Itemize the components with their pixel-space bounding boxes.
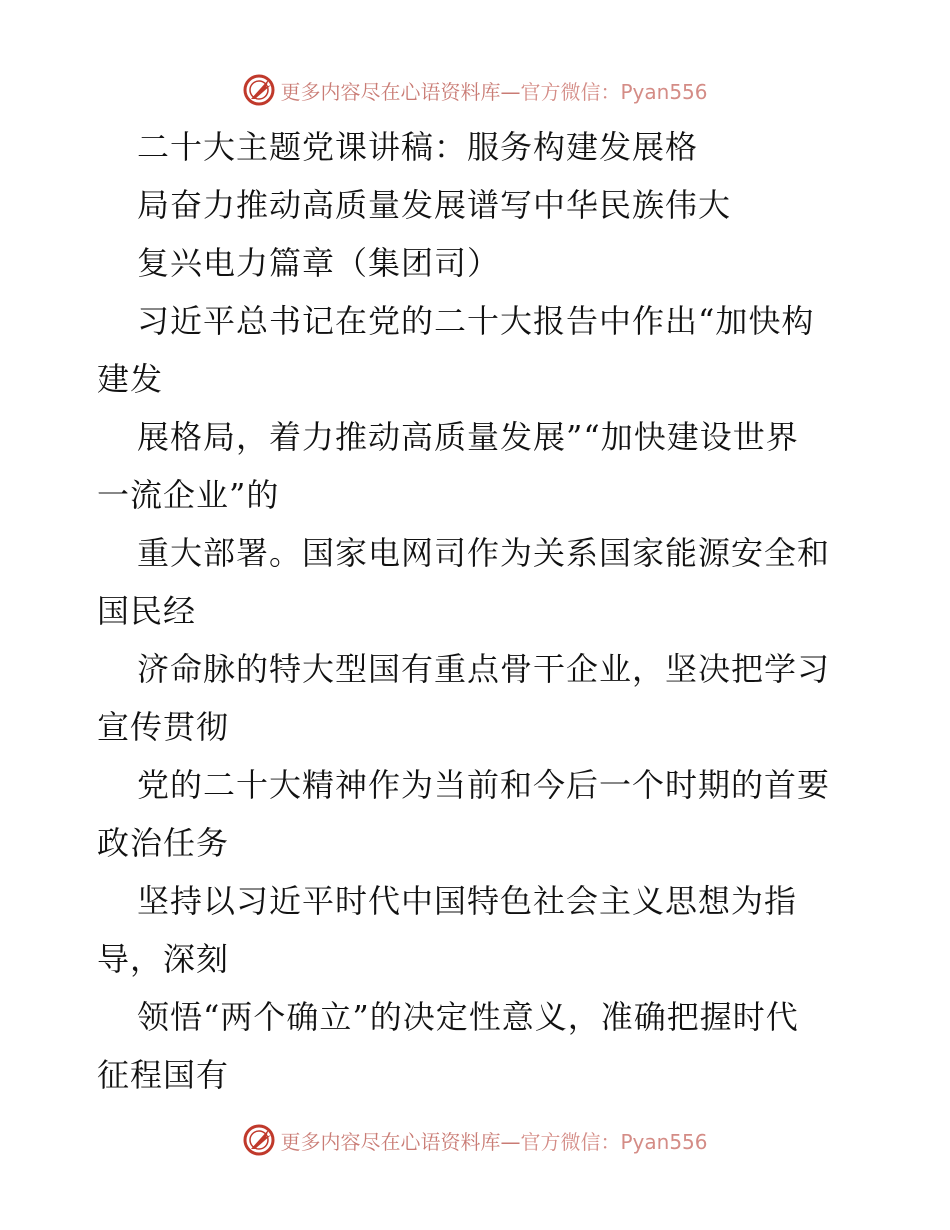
paragraph-line: 习近平总书记在党的二十大报告中作出“加快构 xyxy=(137,302,815,340)
paragraph-line: 重大部署。国家电网司作为关系国家能源安全和 xyxy=(137,534,831,572)
paragraph-line: 一流企业”的 xyxy=(97,476,280,514)
quill-logo-icon xyxy=(242,1123,276,1157)
paragraph-line: 宣传贯彻 xyxy=(97,708,230,746)
watermark-footer xyxy=(0,1120,950,1160)
watermark-main: 更多内容尽在心语资料库 xyxy=(280,79,501,104)
paragraph-line: 政治任务 xyxy=(97,824,230,862)
paragraph-line: 征程国有 xyxy=(97,1056,230,1094)
paragraph-line: 国民经 xyxy=(97,592,197,630)
paragraph-line: 导，深刻 xyxy=(97,940,230,978)
quill-logo-icon xyxy=(242,73,276,107)
document-body xyxy=(97,118,857,1104)
paragraph-line: 党的二十大精神作为当前和今后一个时期的首要 xyxy=(137,766,831,804)
watermark-text xyxy=(280,1126,707,1155)
paragraph-line: 坚持以习近平时代中国特色社会主义思想为指 xyxy=(137,882,798,920)
paragraph-line: 领悟“两个确立”的决定性意义，准确把握时代 xyxy=(137,998,799,1036)
watermark-dash: — xyxy=(500,79,521,104)
watermark-sub: 官方微信： xyxy=(520,79,621,104)
watermark-dash: — xyxy=(500,1129,521,1154)
watermark-main: 更多内容尽在心语资料库 xyxy=(280,1129,501,1154)
watermark-id: Pyan556 xyxy=(620,79,708,104)
title-line-2: 局奋力推动高质量发展谱写中华民族伟大 xyxy=(137,186,732,224)
title-line-1: 二十大主题党课讲稿：服务构建发展格 xyxy=(137,128,699,166)
paragraph-line: 展格局，着力推动高质量发展”“加快建设世界 xyxy=(137,418,799,456)
watermark-text xyxy=(280,76,707,105)
title-line-3: 复兴电力篇章（集团司） xyxy=(137,244,501,282)
paragraph-line: 建发 xyxy=(97,360,164,398)
watermark-header xyxy=(0,70,950,110)
watermark-id: Pyan556 xyxy=(620,1129,708,1154)
paragraph-line: 济命脉的特大型国有重点骨干企业，坚决把学习 xyxy=(137,650,831,688)
watermark-sub: 官方微信： xyxy=(520,1129,621,1154)
